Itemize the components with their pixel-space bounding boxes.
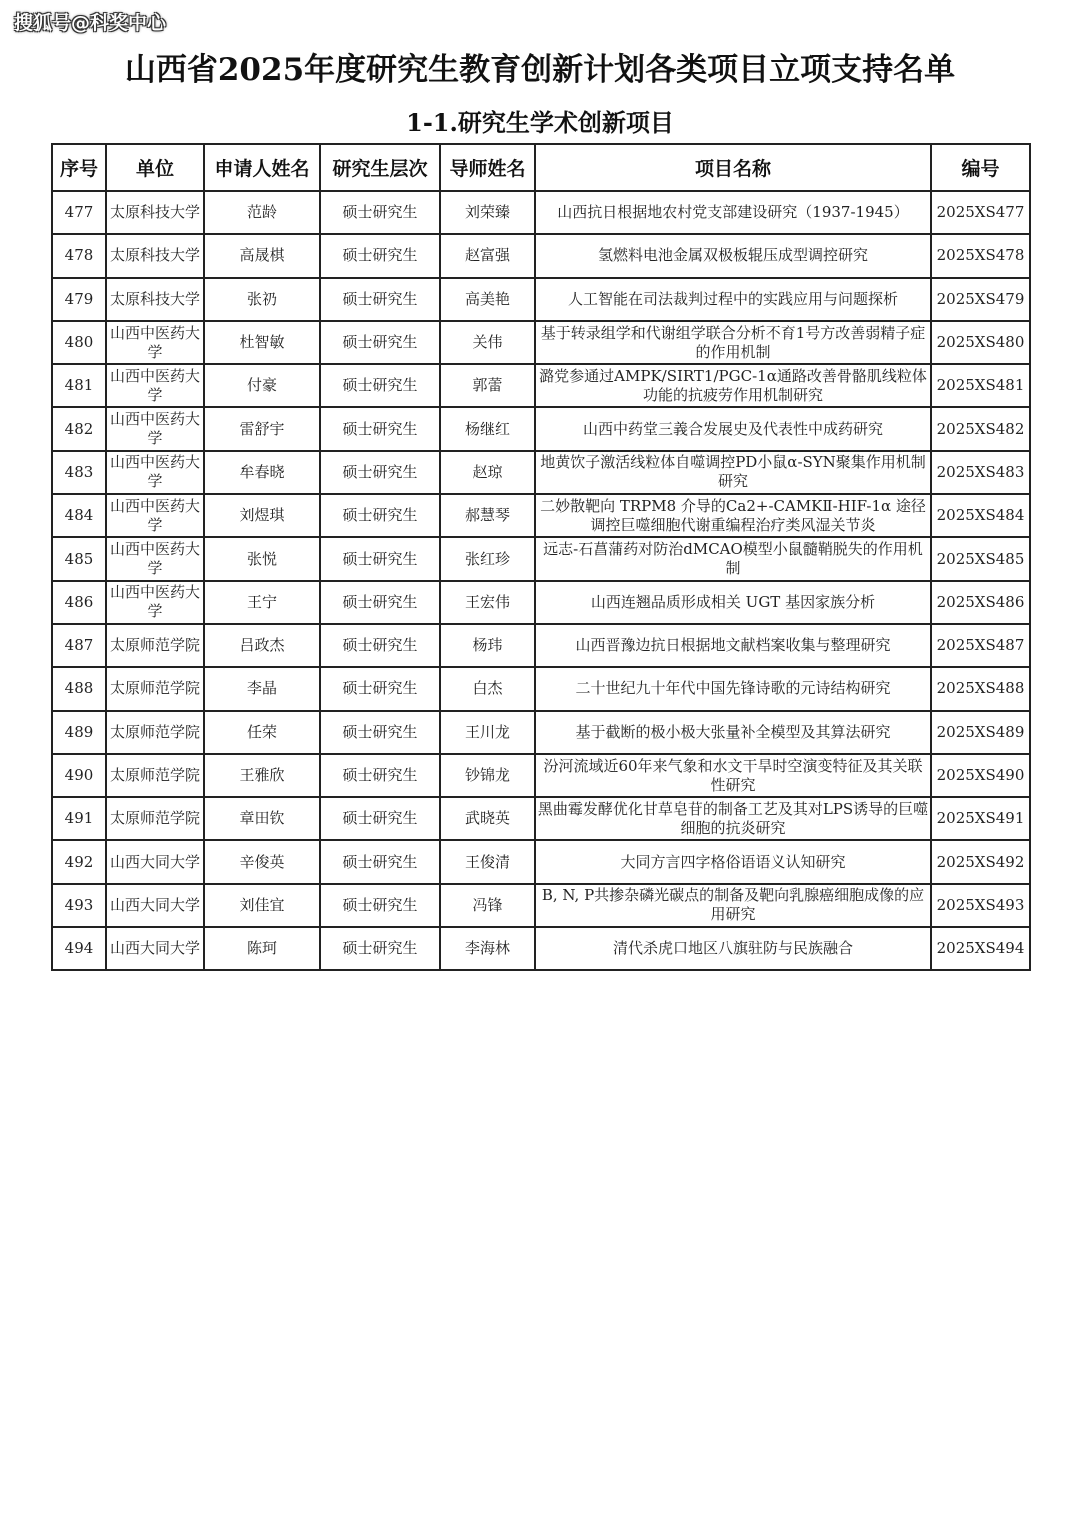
cell-unit: 山西中医药大学 [106,494,204,537]
cell-no: 484 [52,494,106,537]
table-row [52,537,1030,580]
cell-project: 山西抗日根据地农村党支部建设研究（1937-1945） [535,191,931,234]
cell-level: 硕士研究生 [320,884,440,927]
cell-project: 清代杀虎口地区八旗驻防与民族融合 [535,927,931,970]
cell-project: 基于转录组学和代谢组学联合分析不育1号方改善弱精子症的作用机制 [535,321,931,364]
cell-unit: 山西中医药大学 [106,537,204,580]
header-project: 项目名称 [535,144,931,191]
cell-code: 2025XS477 [931,191,1030,234]
cell-code: 2025XS482 [931,407,1030,450]
cell-code: 2025XS494 [931,927,1030,970]
cell-unit: 山西中医药大学 [106,321,204,364]
cell-applicant: 范龄 [204,191,320,234]
cell-code: 2025XS488 [931,667,1030,710]
cell-advisor: 杨玮 [440,624,535,667]
cell-project: 氢燃料电池金属双极板辊压成型调控研究 [535,234,931,277]
cell-code: 2025XS491 [931,797,1030,840]
table-row [52,494,1030,537]
table-row [52,797,1030,840]
cell-unit: 山西大同大学 [106,927,204,970]
table-row [52,667,1030,710]
cell-advisor: 关伟 [440,321,535,364]
cell-project: 汾河流域近60年来气象和水文干旱时空演变特征及其关联性研究 [535,754,931,797]
cell-applicant: 杜智敏 [204,321,320,364]
cell-applicant: 牟春晓 [204,451,320,494]
cell-project: 潞党参通过AMPK/SIRT1/PGC-1α通路改善骨骼肌线粒体功能的抗疲劳作用机制研究 [535,364,931,407]
cell-no: 487 [52,624,106,667]
cell-project: 人工智能在司法裁判过程中的实践应用与问题探析 [535,278,931,321]
cell-project: 二十世纪九十年代中国先锋诗歌的元诗结构研究 [535,667,931,710]
cell-level: 硕士研究生 [320,494,440,537]
cell-level: 硕士研究生 [320,797,440,840]
cell-advisor: 王俊清 [440,840,535,883]
header-level: 研究生层次 [320,144,440,191]
cell-applicant: 王雅欣 [204,754,320,797]
cell-advisor: 高美艳 [440,278,535,321]
cell-unit: 山西中医药大学 [106,407,204,450]
cell-no: 479 [52,278,106,321]
cell-no: 488 [52,667,106,710]
cell-no: 489 [52,711,106,754]
cell-level: 硕士研究生 [320,711,440,754]
cell-level: 硕士研究生 [320,840,440,883]
cell-advisor: 郝慧琴 [440,494,535,537]
cell-project: 山西中药堂三義合发展史及代表性中成药研究 [535,407,931,450]
cell-level: 硕士研究生 [320,667,440,710]
cell-unit: 太原师范学院 [106,624,204,667]
cell-unit: 太原科技大学 [106,278,204,321]
cell-advisor: 李海林 [440,927,535,970]
table-row [52,321,1030,364]
table-row [52,364,1030,407]
cell-code: 2025XS484 [931,494,1030,537]
table-row [52,711,1030,754]
cell-level: 硕士研究生 [320,927,440,970]
header-unit: 单位 [106,144,204,191]
cell-applicant: 吕政杰 [204,624,320,667]
cell-applicant: 李晶 [204,667,320,710]
cell-unit: 太原科技大学 [106,191,204,234]
cell-applicant: 雷舒宇 [204,407,320,450]
cell-applicant: 辛俊英 [204,840,320,883]
cell-advisor: 刘荣臻 [440,191,535,234]
cell-project: 山西晋豫边抗日根据地文献档案收集与整理研究 [535,624,931,667]
cell-advisor: 钞锦龙 [440,754,535,797]
cell-level: 硕士研究生 [320,364,440,407]
cell-level: 硕士研究生 [320,321,440,364]
header-advisor: 导师姓名 [440,144,535,191]
header-applicant: 申请人姓名 [204,144,320,191]
cell-unit: 太原师范学院 [106,797,204,840]
cell-no: 493 [52,884,106,927]
table-row [52,840,1030,883]
cell-code: 2025XS493 [931,884,1030,927]
watermark: 搜狐号@科奖中心 [14,12,167,34]
cell-no: 485 [52,537,106,580]
cell-level: 硕士研究生 [320,407,440,450]
cell-level: 硕士研究生 [320,581,440,624]
table-row [52,234,1030,277]
cell-code: 2025XS480 [931,321,1030,364]
cell-project: 二妙散靶向 TRPM8 介导的Ca2+-CAMKⅡ-HIF-1α 途径调控巨噬细胞代谢重编程治疗类风湿关节炎 [535,494,931,537]
cell-applicant: 刘煜琪 [204,494,320,537]
cell-code: 2025XS478 [931,234,1030,277]
cell-unit: 太原师范学院 [106,754,204,797]
cell-code: 2025XS486 [931,581,1030,624]
cell-project: 地黄饮子激活线粒体自噬调控PD小鼠α-SYN聚集作用机制研究 [535,451,931,494]
table-row [52,407,1030,450]
table-row [52,927,1030,970]
section-subtitle: 1-1.研究生学术创新项目 [406,108,674,137]
cell-no: 482 [52,407,106,450]
cell-advisor: 杨继红 [440,407,535,450]
cell-no: 478 [52,234,106,277]
cell-no: 490 [52,754,106,797]
cell-code: 2025XS490 [931,754,1030,797]
table-row [52,191,1030,234]
cell-code: 2025XS483 [931,451,1030,494]
cell-unit: 山西中医药大学 [106,451,204,494]
cell-advisor: 张红珍 [440,537,535,580]
page-title: 山西省2025年度研究生教育创新计划各类项目立项支持名单 [124,52,956,88]
cell-no: 491 [52,797,106,840]
cell-code: 2025XS489 [931,711,1030,754]
cell-no: 481 [52,364,106,407]
cell-no: 477 [52,191,106,234]
header-code: 编号 [931,144,1030,191]
cell-code: 2025XS479 [931,278,1030,321]
cell-no: 480 [52,321,106,364]
cell-advisor: 白杰 [440,667,535,710]
cell-level: 硕士研究生 [320,234,440,277]
cell-project: 远志-石菖蒲药对防治dMCAO模型小鼠髓鞘脱失的作用机制 [535,537,931,580]
table-row [52,278,1030,321]
cell-applicant: 章田钦 [204,797,320,840]
table-row [52,581,1030,624]
cell-project: 黑曲霉发酵优化甘草皂苷的制备工艺及其对LPS诱导的巨噬细胞的抗炎研究 [535,797,931,840]
table-row [52,754,1030,797]
cell-unit: 山西大同大学 [106,884,204,927]
cell-project: 大同方言四字格俗语语义认知研究 [535,840,931,883]
cell-no: 483 [52,451,106,494]
cell-level: 硕士研究生 [320,537,440,580]
header-no: 序号 [52,144,106,191]
cell-level: 硕士研究生 [320,191,440,234]
cell-level: 硕士研究生 [320,278,440,321]
cell-applicant: 刘佳宜 [204,884,320,927]
cell-code: 2025XS492 [931,840,1030,883]
cell-level: 硕士研究生 [320,624,440,667]
cell-project: B, N, P共掺杂磷光碳点的制备及靶向乳腺癌细胞成像的应用研究 [535,884,931,927]
cell-applicant: 陈珂 [204,927,320,970]
cell-no: 486 [52,581,106,624]
cell-applicant: 张礽 [204,278,320,321]
cell-advisor: 郭蕾 [440,364,535,407]
cell-applicant: 付豪 [204,364,320,407]
project-list-table [51,143,1031,971]
cell-unit: 太原科技大学 [106,234,204,277]
cell-project: 基于截断的极小极大张量补全模型及其算法研究 [535,711,931,754]
cell-applicant: 高晟棋 [204,234,320,277]
cell-no: 492 [52,840,106,883]
table-row [52,451,1030,494]
cell-unit: 山西大同大学 [106,840,204,883]
cell-advisor: 赵琼 [440,451,535,494]
cell-advisor: 王宏伟 [440,581,535,624]
cell-level: 硕士研究生 [320,451,440,494]
cell-applicant: 任荣 [204,711,320,754]
cell-advisor: 武晓英 [440,797,535,840]
cell-unit: 山西中医药大学 [106,364,204,407]
cell-code: 2025XS481 [931,364,1030,407]
table-header-row [52,144,1030,191]
cell-unit: 太原师范学院 [106,667,204,710]
cell-applicant: 王宁 [204,581,320,624]
cell-advisor: 冯锋 [440,884,535,927]
cell-project: 山西连翘品质形成相关 UGT 基因家族分析 [535,581,931,624]
cell-no: 494 [52,927,106,970]
cell-advisor: 王川龙 [440,711,535,754]
cell-level: 硕士研究生 [320,754,440,797]
cell-applicant: 张悦 [204,537,320,580]
table-row [52,624,1030,667]
cell-code: 2025XS485 [931,537,1030,580]
cell-unit: 太原师范学院 [106,711,204,754]
cell-unit: 山西中医药大学 [106,581,204,624]
cell-advisor: 赵富强 [440,234,535,277]
table-row [52,884,1030,927]
cell-code: 2025XS487 [931,624,1030,667]
